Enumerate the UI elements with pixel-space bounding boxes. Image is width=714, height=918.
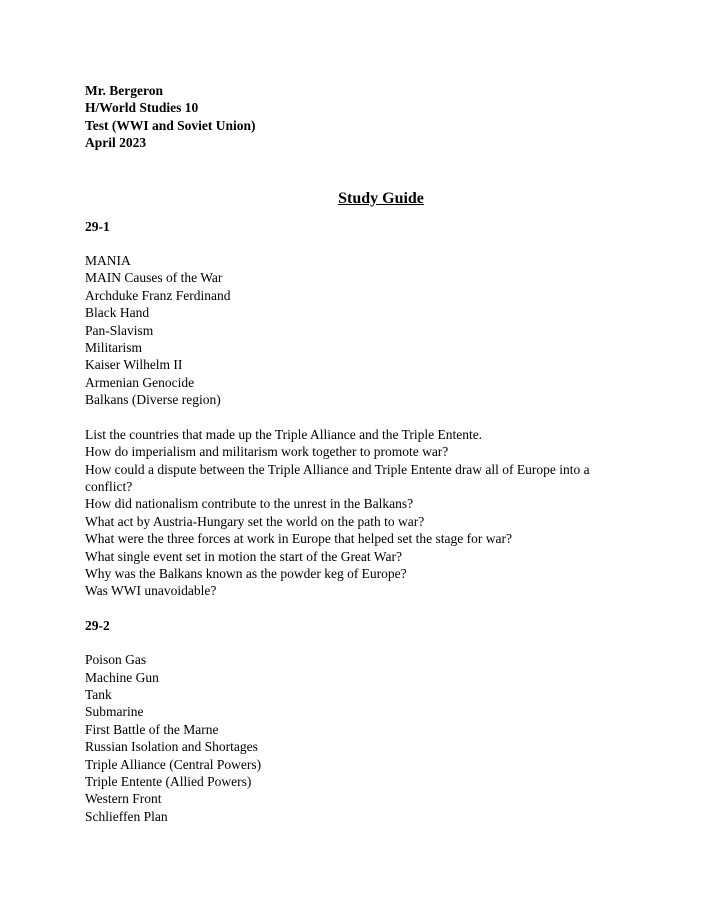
term-list: [85, 252, 645, 409]
term-list: [85, 651, 645, 825]
term-item: Black Hand: [85, 305, 150, 321]
term-item: Machine Gun: [85, 669, 159, 685]
section-29-2: [85, 617, 645, 825]
term-item: First Battle of the Marne: [85, 721, 219, 737]
question-item: What were the three forces at work in Europe that helped set the stage for war?: [85, 531, 512, 547]
term-item: Kaiser Wilhelm II: [85, 357, 183, 373]
section-heading: 29-1: [85, 218, 110, 234]
question-item: Was WWI unavoidable?: [85, 583, 217, 599]
question-item: How did nationalism contribute to the unrest in the Balkans?: [85, 496, 414, 512]
section-heading: 29-2: [85, 617, 110, 633]
term-item: Submarine: [85, 704, 144, 720]
term-item: Pan-Slavism: [85, 322, 154, 338]
teacher-name: Mr. Bergeron: [85, 83, 163, 98]
question-item: How could a dispute between the Triple Alliance and Triple Entente draw all of Europe into a: [85, 461, 590, 477]
question-list: [85, 426, 645, 600]
term-item: Triple Alliance (Central Powers): [85, 756, 262, 772]
term-item: Western Front: [85, 791, 162, 807]
term-item: Poison Gas: [85, 652, 147, 668]
question-item: What single event set in motion the start of the Great War?: [85, 548, 402, 564]
term-item: MANIA: [85, 253, 131, 269]
term-item: Schlieffen Plan: [85, 808, 168, 824]
section-29-1: [85, 218, 645, 600]
question-item: What act by Austria-Hungary set the world on the path to war?: [85, 513, 425, 529]
page-title: Study Guide: [338, 189, 424, 207]
course-name: H/World Studies 10: [85, 100, 199, 116]
document-page: [85, 82, 645, 825]
term-item: Tank: [85, 686, 112, 702]
document-header: [85, 82, 645, 152]
question-item: How do imperialism and militarism work together to promote war?: [85, 444, 449, 460]
term-item: Armenian Genocide: [85, 374, 195, 390]
test-name: Test (WWI and Soviet Union): [85, 117, 256, 133]
question-item: List the countries that made up the Triple Alliance and the Triple Entente.: [85, 426, 483, 442]
term-item: Russian Isolation and Shortages: [85, 739, 258, 755]
title-container: [85, 189, 677, 209]
term-item: Balkans (Diverse region): [85, 392, 221, 408]
document-date: April 2023: [85, 135, 147, 151]
question-item: conflict?: [85, 478, 133, 494]
term-item: MAIN Causes of the War: [85, 270, 223, 286]
question-item: Why was the Balkans known as the powder keg of Europe?: [85, 565, 407, 581]
term-item: Triple Entente (Allied Powers): [85, 774, 252, 789]
term-item: Militarism: [85, 340, 142, 356]
term-item: Archduke Franz Ferdinand: [85, 287, 231, 303]
